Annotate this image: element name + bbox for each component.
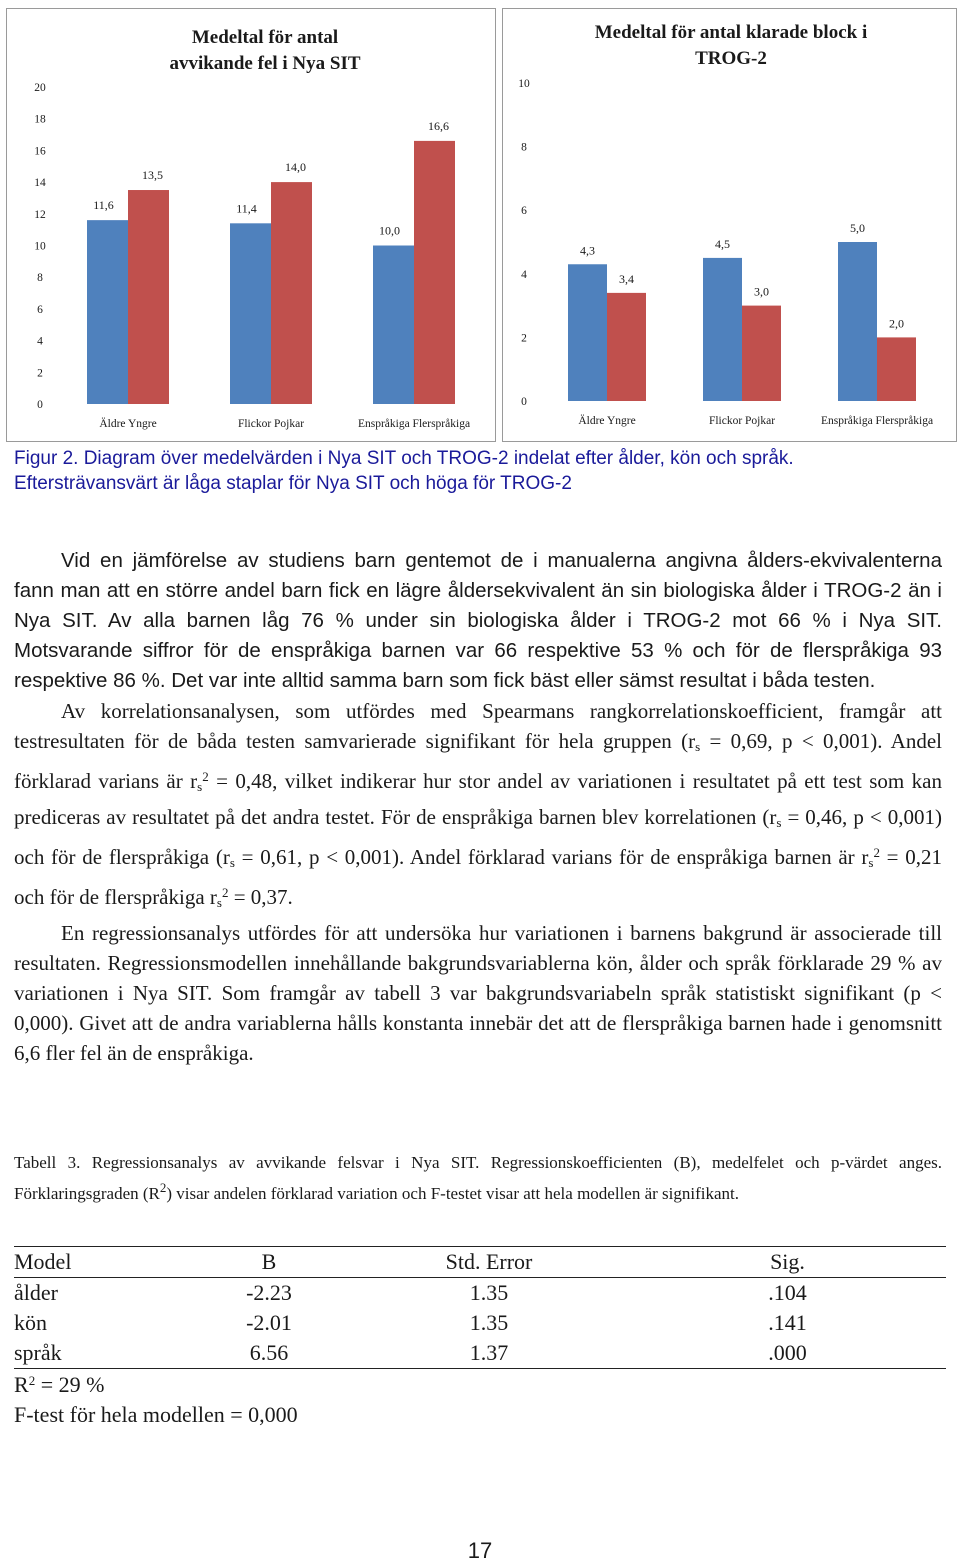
header-b: B	[189, 1247, 349, 1278]
bar-red	[414, 141, 455, 404]
paragraph-comparison: Vid en jämförelse av studiens barn gentemot de i manualerna angivna ålders-ekvivalenterna fann man att en större andel barn fick en lägre åldersekvivalent än sin biologiska ålder i TROG-2 än i Nya SIT. Av alla barnen låg 76 % under sin biologiska ålder i TROG-2 mot 66 % i Nya SIT. Motsvarande siffror för de enspråkiga barnen var 66 respektive 53 % och för de flerspråkiga 93 respektive 86 %. Det var inte alltid samma barn som fick bäst eller sämst resultat i båda testen.	[14, 549, 943, 692]
chart-title-line2: TROG-2	[695, 48, 767, 69]
category-label: Enspråkiga Flerspråkiga	[357, 418, 471, 430]
chart-nya-sit	[6, 8, 496, 442]
data-label: 4,3	[580, 243, 595, 258]
y-tick-label: 4	[37, 335, 43, 348]
cell-b: 6.56	[189, 1338, 349, 1369]
body-text	[14, 546, 942, 1068]
category-label: Flickor Pojkar	[237, 418, 305, 430]
chart-nya-sit-svg	[7, 9, 495, 441]
data-label: 10,0	[379, 223, 400, 238]
bar-blue	[87, 220, 128, 404]
table-row	[14, 1308, 946, 1338]
cell-model: ålder	[14, 1280, 58, 1305]
header-std-error: Std. Error	[349, 1247, 629, 1278]
bar-red	[607, 293, 646, 401]
bar-blue	[373, 246, 414, 405]
y-tick-label: 8	[521, 141, 527, 154]
figure-caption	[14, 446, 944, 496]
y-tick-label: 14	[34, 177, 46, 190]
bar-blue	[230, 223, 271, 404]
cell-sig: .000	[629, 1338, 946, 1369]
bar-blue	[703, 258, 742, 401]
table-header-row	[14, 1247, 946, 1278]
data-label: 14,0	[285, 160, 306, 175]
y-tick-label: 0	[521, 396, 527, 408]
paragraph-correlation: Av korrelationsanalysen, som utfördes med Spearmans rangkorrelationskoefficient, framgår att testresultaten för de båda testen samvarierade signifikant för hela gruppen ($r_s = 0,69$, p < 0,001). Andel förklarad varians är $r_s^2 = 0,48$, vilket indikerar hur stor andel av variationen i resultatet på ett test som kan prediceras av resultatet på det andra testet. För de enspråkiga barnen blev korrelationen ($r_s = 0,46$, p < 0,001) och för de flerspråkiga ($r_s = 0,61$, p < 0,001). Andel förklarad varians för de enspråkiga barnen är $r_s^2 = 0,21$ och för de flerspråkiga $r_s^2 = 0,37$.	[14, 699, 943, 910]
category-label: Enspråkiga Flerspråkiga	[820, 415, 934, 427]
table-row	[14, 1278, 946, 1309]
y-tick-label: 10	[518, 78, 530, 90]
figure-caption-line1: Figur 2. Diagram över medelvärden i Nya SIT och TROG-2 indelat efter ålder, kön och språk.	[14, 448, 794, 469]
cell-std-error: 1.35	[469, 1310, 509, 1335]
figure-caption-line2: Eftersträvansvärt är låga staplar för Nya SIT och höga för TROG-2	[14, 473, 572, 494]
y-tick-label: 2	[37, 367, 43, 380]
y-tick-label: 6	[37, 303, 43, 316]
data-label: 11,4	[236, 201, 257, 216]
y-tick-label: 10	[34, 240, 46, 253]
cell-model: språk	[14, 1338, 189, 1369]
header-sig: Sig.	[629, 1247, 946, 1278]
y-tick-label: 0	[37, 399, 43, 411]
bar-red	[128, 190, 169, 404]
chart-trog2-svg	[503, 9, 956, 441]
cell-model: kön	[14, 1310, 47, 1335]
y-tick-label: 18	[34, 113, 46, 126]
chart-title-line1: Medeltal för antal	[191, 27, 339, 48]
cell-std-error: 1.35	[469, 1280, 509, 1305]
table-row	[14, 1338, 946, 1369]
page-number: 17	[467, 1538, 493, 1563]
y-tick-label: 20	[34, 82, 46, 94]
category-label: Flickor Pojkar	[708, 415, 776, 427]
cell-b: -2.01	[246, 1310, 292, 1335]
data-label: 16,6	[428, 118, 449, 133]
category-label: Äldre Yngre	[578, 415, 636, 427]
data-label: 5,0	[850, 221, 865, 235]
category-label: Äldre Yngre	[99, 418, 157, 430]
cell-std-error: 1.37	[349, 1338, 629, 1369]
y-tick-label: 6	[521, 205, 527, 218]
regression-table	[14, 1246, 946, 1369]
cell-sig: .104	[768, 1280, 807, 1305]
header-model: Model	[14, 1247, 189, 1278]
chart-title-line1: Medeltal för antal klarade block i	[594, 22, 868, 43]
data-label: 2,0	[889, 316, 904, 331]
r-squared-line: $R^2 = 29$ %	[14, 1372, 105, 1397]
chart-trog2	[502, 8, 957, 442]
data-label: 4,5	[715, 236, 730, 251]
y-tick-label: 2	[521, 332, 527, 345]
cell-sig: .141	[768, 1310, 807, 1335]
y-tick-label: 12	[34, 208, 46, 221]
paragraph-regression: En regressionsanalys utfördes för att undersöka hur variationen i barnens bakgrund är associerade till resultaten. Regressionsmodellen innehållande bakgrundsvariablerna kön, ålder och språk förklarade 29 % av variationen i Nya SIT. Som framgår av tabell 3 var bakgrundsvariabeln språk statistiskt signifikant (p < 0,000). Givet att de andra variablerna hålls konstanta innebär det att de flerspråkiga barnen hade i genomsnitt 6,6 fler fel än de enspråkiga.	[14, 921, 942, 1065]
bar-blue	[838, 242, 877, 401]
bar-red	[742, 306, 781, 401]
bar-red	[877, 337, 916, 401]
data-label: 3,4	[619, 271, 634, 286]
bar-blue	[568, 264, 607, 401]
f-test-line: F-test för hela modellen = 0,000	[14, 1402, 298, 1427]
chart-title-line2: avvikande fel i Nya SIT	[169, 53, 361, 74]
data-label: 3,0	[754, 284, 769, 299]
table-caption: Tabell 3. Regressionsanalys av avvikande felsvar i Nya SIT. Regressionskoefficienten (B), medelfelet och p-värdet anges. Förklaringsgraden $(R^2)$ visar andelen förklarad variation och F-testet visar att hela modellen är signifikant.	[14, 1153, 942, 1203]
cell-b: -2.23	[246, 1280, 292, 1305]
data-label: 11,6	[93, 198, 114, 213]
y-tick-label: 16	[34, 145, 46, 158]
data-label: 13,5	[142, 168, 163, 183]
bar-red	[271, 182, 312, 404]
y-tick-label: 8	[37, 272, 43, 285]
y-tick-label: 4	[521, 268, 527, 281]
